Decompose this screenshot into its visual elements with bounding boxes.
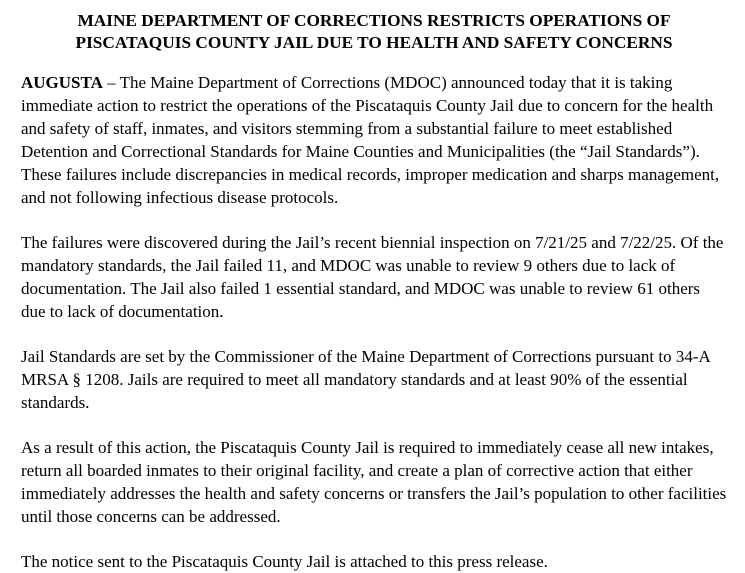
press-release-document	[21, 10, 727, 573]
paragraph-intro-text: – The Maine Department of Corrections (MDOC) announced today that it is taking immediate action to restrict the operations of the Piscataquis County Jail due to concern for the health and safety of staff, inmates, and visitors stemming from a substantial failure to meet established Detention and Correctional Standards for Maine Counties and Municipalities (the “Jail Standards”). These failures include discrepancies in medical records, improper medication and sharps management, and not following infectious disease protocols.	[21, 73, 720, 207]
paragraph-required-actions: As a result of this action, the Piscataquis County Jail is required to immediately cease all new intakes, return all boarded inmates to their original facility, and create a plan of corrective action that either immediately addresses the health and safety concerns or transfers the Jail’s population to other facilities until those concerns can be addressed.	[21, 438, 727, 526]
headline-line-1: MAINE DEPARTMENT OF CORRECTIONS RESTRICTS OPERATIONS OF	[77, 11, 671, 30]
paragraph-inspection-findings: The failures were discovered during the Jail’s recent biennial inspection on 7/21/25 and 7/22/25. Of the mandatory standards, the Jail failed 11, and MDOC was unable to review 9 others due to lack of documentation. The Jail also failed 1 essential standard, and MDOC was unable to review 61 others due to lack of documentation.	[21, 233, 724, 321]
headline	[21, 10, 727, 54]
headline-line-2: PISCATAQUIS COUNTY JAIL DUE TO HEALTH AND SAFETY CONCERNS	[75, 33, 673, 52]
paragraph-attachment-note: The notice sent to the Piscataquis County Jail is attached to this press release.	[21, 552, 548, 571]
dateline: AUGUSTA	[21, 73, 103, 92]
paragraph-intro	[21, 71, 727, 209]
paragraph-jail-standards: Jail Standards are set by the Commissioner of the Maine Department of Corrections pursuant to 34-A MRSA § 1208. Jails are required to meet all mandatory standards and at least 90% of the essential standards.	[21, 347, 710, 412]
